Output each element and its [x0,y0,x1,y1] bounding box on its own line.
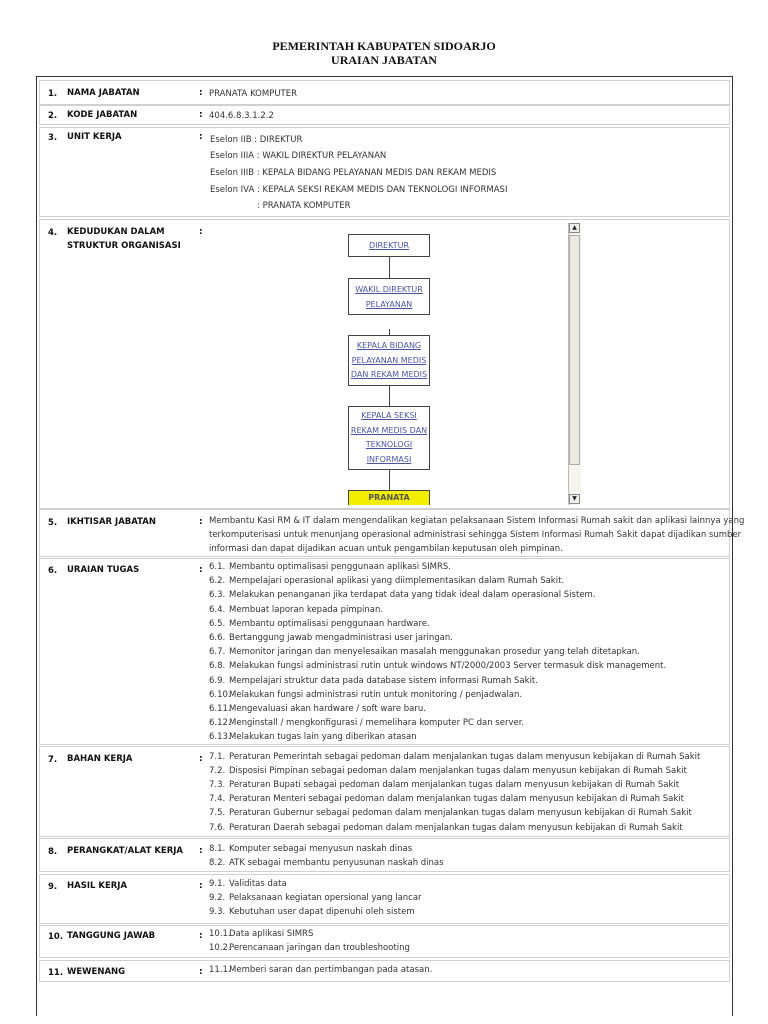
list-item [209,647,640,657]
list-item-number: 6.3. [209,590,226,601]
section-number: 6. [48,566,58,576]
list-item-number: 6.13. [209,732,231,743]
list-item-text: Validitas data [229,879,287,889]
list-item-number: 6.6. [209,633,226,643]
list-item [209,732,417,742]
list-item [209,780,679,790]
section-number: 11. [48,968,64,978]
list-item [209,605,383,615]
list-item-text: Perencanaan jaringan dan troubleshooting [229,943,410,953]
section-value: 404.6.8.3.1.2.2 [209,111,274,121]
list-item-number: 7.5. [209,808,226,819]
list-item-number: 6.1. [209,562,226,572]
colon: : [199,517,203,527]
section-number: 10. [48,932,64,942]
list-item [209,619,430,629]
org-box-wakil-direktur[interactable] [348,278,430,315]
section-label: NAMA JABATAN [67,88,140,98]
unit-kerja-line: : PRANATA KOMPUTER [257,201,351,211]
unit-kerja-line: Eselon IIIB : KEPALA BIDANG PELAYANAN MEDIS DAN REKAM MEDIS [210,168,497,178]
list-item-number: 6.9. [209,675,226,686]
list-item-number: 6.12. [209,718,231,729]
list-item [209,752,700,762]
org-connector [389,470,390,490]
list-item [209,633,453,643]
list-item-text: Memberi saran dan pertimbangan pada atasan. [229,965,433,975]
section-number: 3. [48,133,58,143]
list-item-text: Peraturan Daerah sebagai pedoman dalam menjalankan tugas dalam menyusun kebijakan di Rumah Sakit [229,822,683,833]
section-value: PRANATA KOMPUTER [209,89,298,99]
list-item-text: Peraturan Pemerintah sebagai pedoman dalam menjalankan tugas dalam menyusun kebijakan di Rumah Sakit [229,752,701,762]
list-item-number: 6.11. [209,704,231,714]
org-box-label: PELAYANAN [365,299,413,309]
section-number: 5. [48,518,58,528]
unit-kerja-line: Eselon IIB : DIREKTUR [210,135,303,145]
list-item [209,576,564,586]
list-item [209,823,683,833]
list-item-number: 6.8. [209,661,226,672]
ikhtisar-line: informasi dan dapat dijadikan acuan untuk pengambilan keputusan oleh pimpinan. [209,544,563,554]
scrollbar-thumb[interactable] [569,235,580,465]
ikhtisar-line: terkomputerisasi untuk menunjang operasional administrasi sehingga Sistem Informasi Rumah Sakit dapat dijadikan sumber [209,530,742,540]
list-item-text: Komputer sebagai menyusun naskah dinas [229,844,413,854]
list-item-text: Melakukan fungsi administrasi rutin untuk monitoring / penjadwalan. [229,689,523,700]
list-item [209,690,522,700]
list-item-number: 10.1. [209,929,231,939]
org-box-label: PELAYANAN MEDIS [351,355,427,365]
section-number: 9. [48,882,58,892]
colon: : [199,967,203,977]
list-item [209,844,412,854]
section-label: STRUKTUR ORGANISASI [67,241,181,251]
list-item [209,808,692,818]
list-item-text: Mempelajari struktur data pada database sistem informasi Rumah Sakit. [229,675,538,686]
list-item-number: 8.1. [209,844,226,854]
list-item-number: 7.3. [209,780,226,791]
list-item-text: Membantu optimalisasi penggunaan hardware. [229,618,430,629]
org-box-label: KEPALA SEKSI [361,411,417,420]
list-item-text: Disposisi Pimpinan sebagai pedoman dalam menjalankan tugas dalam menyusun kebijakan di Rumah Sakit [229,766,687,777]
section-label: KEDUDUKAN DALAM [67,227,165,237]
org-box-label: KEPALA BIDANG [356,341,422,350]
unit-kerja-line: Eselon IIIA : WAKIL DIREKTUR PELAYANAN [210,151,387,161]
list-item-text: Memonitor jaringan dan menyelesaikan masalah menggunakan prosedur yang telah ditetapkan. [229,647,640,658]
list-item-number: 9.2. [209,893,226,904]
list-item-number: 10.2. [209,943,231,953]
section-number: 4. [48,228,58,238]
org-box-label: PRANATA [368,493,410,502]
section-label: TANGGUNG JAWAB [67,931,156,941]
list-item-text: Peraturan Gubernur sebagai pedoman dalam menjalankan tugas dalam menyusun kebijakan di Rumah Sakit [229,808,692,819]
org-chart-scrollbar[interactable] [568,223,581,505]
list-item-number: 7.2. [209,766,226,777]
section-label: KODE JABATAN [67,110,138,120]
row-nama-jabatan [39,80,730,105]
list-item [209,858,444,868]
list-item [209,590,596,600]
list-item-text: ATK sebagai membantu penyusunan naskah dinas [229,858,444,868]
list-item [209,794,684,804]
section-number: 2. [48,111,58,121]
section-number: 7. [48,755,58,765]
ikhtisar-line: Membantu Kasi RM & IT dalam mengendalikan kegiatan pelaksanaan Sistem Informasi Rumah sakit dan aplikasi lainnya yang [209,516,745,526]
list-item-number: 7.1. [209,752,226,762]
list-item [209,943,410,953]
section-label: HASIL KERJA [67,881,128,891]
list-item-number: 7.6. [209,822,226,833]
scroll-up-arrow-icon[interactable]: ▲ [569,223,580,233]
list-item-number: 9.3. [209,907,226,918]
org-box-label: WAKIL DIREKTUR [355,285,423,294]
org-box-pranata[interactable] [348,490,430,505]
org-box-label: DAN REKAM MEDIS [350,370,428,379]
page-title-agency: PEMERINTAH KABUPATEN SIDOARJO [272,39,496,53]
section-label: WEWENANG [67,967,126,977]
list-item-text: Mempelajari operasional aplikasi yang diimplementasikan dalam Rumah Sakit. [229,576,565,587]
page-title-document: URAIAN JABATAN [331,53,437,67]
colon: : [199,565,203,575]
list-item [209,562,451,572]
list-item-number: 8.2. [209,858,226,868]
colon: : [199,227,203,237]
list-item-text: Melakukan tugas lain yang diberikan atasan [229,732,417,743]
list-item [209,893,422,903]
org-box-label: DIREKTUR [368,241,410,250]
list-item-text: Membuat laporan kepada pimpinan. [229,604,384,615]
list-item-text: Peraturan Menteri sebagai pedoman dalam menjalankan tugas dalam menyusun kebijakan di Rumah Sakit [229,794,684,805]
list-item [209,766,687,776]
section-label: IKHTISAR JABATAN [67,517,156,527]
colon: : [199,110,203,120]
list-item [209,704,426,714]
list-item [209,907,415,917]
org-connector [389,386,390,406]
list-item-text: Melakukan penanganan jika terdapat data yang tidak ideal dalam operasional Sistem. [229,590,596,601]
org-box-kepala-seksi[interactable] [348,406,430,470]
section-label: PERANGKAT/ALAT KERJA [67,846,184,856]
list-item-number: 7.4. [209,794,226,805]
org-box-kepala-bidang[interactable] [348,335,430,386]
colon: : [199,881,203,891]
list-item-number: 11.1. [209,965,231,975]
list-item-number: 6.2. [209,576,226,587]
list-item [209,718,524,728]
list-item-text: Menginstall / mengkonfigurasi / memelihara komputer PC dan server. [229,718,525,729]
scroll-down-arrow-icon[interactable]: ▼ [569,494,580,504]
list-item-text: Pelaksanaan kegiatan opersional yang lancar [229,893,422,904]
colon: : [199,88,203,98]
colon: : [199,931,203,941]
row-kode-jabatan [39,105,730,125]
org-box-label: REKAM MEDIS DAN [350,425,428,435]
list-item-text: Data aplikasi SIMRS [229,929,314,939]
list-item-text: Melakukan fungsi administrasi rutin untuk windows NT/2000/2003 Server termasuk disk management. [229,661,667,672]
section-number: 1. [48,89,58,99]
list-item [209,965,432,975]
list-item-number: 6.5. [209,618,226,629]
list-item-text: Mengevaluasi akan hardware / soft ware baru. [229,704,426,714]
list-item-number: 6.10. [209,689,231,700]
section-label: BAHAN KERJA [67,754,133,764]
colon: : [199,132,203,142]
org-connector [389,256,390,278]
list-item-text: Peraturan Bupati sebagai pedoman dalam menjalankan tugas dalam menyusun kebijakan di Rumah Sakit [229,780,680,791]
list-item-number: 9.1. [209,879,226,889]
section-label: URAIAN TUGAS [67,565,140,575]
org-box-label: TEKNOLOGI [365,440,413,449]
list-item-text: Bertanggung jawab mengadministrasi user jaringan. [229,633,453,643]
list-item-number: 6.7. [209,647,226,658]
section-number: 8. [48,847,58,857]
unit-kerja-line: Eselon IVA : KEPALA SEKSI REKAM MEDIS DAN TEKNOLOGI INFORMASI [210,185,508,195]
list-item [209,676,538,686]
org-box-direktur[interactable] [348,234,430,257]
colon: : [199,846,203,856]
list-item [209,879,287,889]
list-item [209,661,666,671]
org-chart-frame[interactable] [338,223,581,505]
org-box-label: INFORMASI [366,454,412,464]
colon: : [199,754,203,764]
list-item [209,929,313,939]
list-item-text: Kebutuhan user dapat dipenuhi oleh sistem [229,907,415,918]
list-item-number: 6.4. [209,604,226,615]
list-item-text: Membantu optimalisasi penggunaan aplikasi SIMRS. [229,562,452,572]
section-label: UNIT KERJA [67,132,122,142]
